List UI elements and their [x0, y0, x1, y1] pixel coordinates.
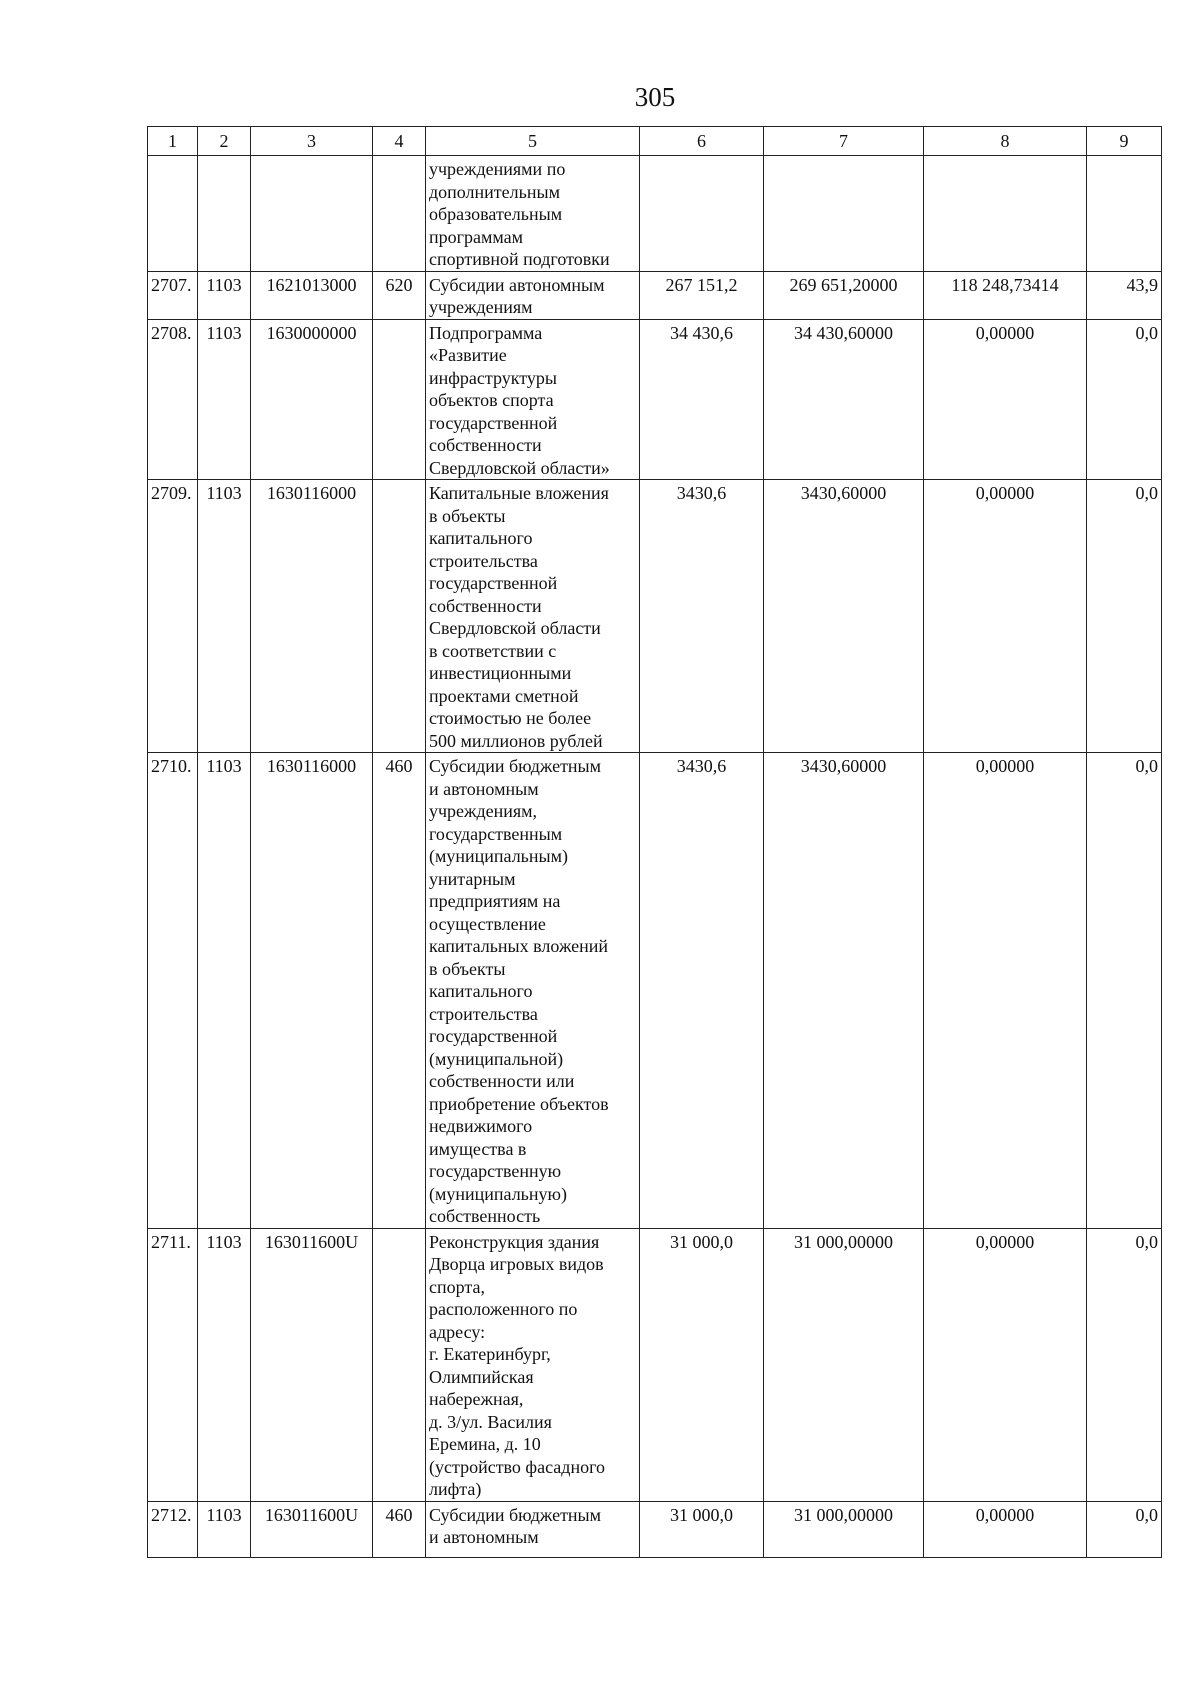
item-name-cell	[426, 156, 640, 272]
expense-type-cell	[373, 480, 426, 753]
row-number-cell: 2712.	[148, 1501, 198, 1557]
item-name-text: учреждениями по дополнительным образовательным программам спортивной подготовки	[429, 159, 610, 269]
table-row	[148, 753, 1162, 1229]
column-9-value-cell: 0,0	[1087, 1228, 1162, 1501]
expense-type-cell	[373, 319, 426, 480]
column-header-1: 1	[148, 127, 198, 156]
column-header-3: 3	[251, 127, 373, 156]
column-9-value-cell: 43,9	[1087, 271, 1162, 319]
row-number-cell: 2709.	[148, 480, 198, 753]
column-6-value-cell: 3430,6	[640, 480, 764, 753]
table-row	[148, 156, 1162, 272]
column-header-7: 7	[764, 127, 924, 156]
expense-type-cell: 460	[373, 1501, 426, 1557]
column-7-value-cell: 34 430,60000	[764, 319, 924, 480]
item-name-cell	[426, 753, 640, 1229]
item-name-cell	[426, 1228, 640, 1501]
column-6-value-cell: 3430,6	[640, 753, 764, 1229]
column-8-value-cell: 0,00000	[924, 1228, 1087, 1501]
item-name-text: Капитальные вложения в объекты капитального строительства государственной собственности Свердловской области в соответствии с инвестиционными проектами сметной стоимостью не более 500 миллионов рублей	[429, 483, 609, 751]
section-code-cell: 1103	[198, 1501, 251, 1557]
item-name-text: Субсидии бюджетным и автономным учреждениям, государственным (муниципальным) унитарным предприятиям на осуществление капитальных вложений в объекты капитального строительства государственной (муниципальной) собственности или приобретение объектов недвижимого имущества в государственную (муниципальную) собственность	[429, 756, 609, 1226]
item-name-text: Реконструкция здания Дворца игровых видов спорта, расположенного по адресу: г. Екатеринбург, Олимпийская набережная, д. 3/ул. Василия Еремина, д. 10 (устройство фасадного лифта)	[429, 1231, 606, 1499]
column-7-value-cell: 31 000,00000	[764, 1228, 924, 1501]
column-8-value-cell: 0,00000	[924, 480, 1087, 753]
column-6-value-cell: 31 000,0	[640, 1228, 764, 1501]
table-row	[148, 271, 1162, 319]
section-code-cell: 1103	[198, 319, 251, 480]
column-9-value-cell: 0,0	[1087, 1501, 1162, 1557]
table-row	[148, 319, 1162, 480]
row-number-cell: 2708.	[148, 319, 198, 480]
column-6-value-cell: 267 151,2	[640, 271, 764, 319]
column-8-value-cell	[924, 156, 1087, 272]
section-code-cell	[198, 156, 251, 272]
section-code-cell: 1103	[198, 753, 251, 1229]
column-6-value-cell: 34 430,6	[640, 319, 764, 480]
item-name-cell	[426, 271, 640, 319]
column-8-value-cell: 0,00000	[924, 319, 1087, 480]
target-article-cell: 163011600U	[251, 1228, 373, 1501]
budget-table	[147, 126, 1162, 1558]
table-body	[148, 127, 1162, 1558]
expense-type-cell	[373, 1228, 426, 1501]
item-name-cell	[426, 319, 640, 480]
column-7-value-cell: 269 651,20000	[764, 271, 924, 319]
target-article-cell: 1621013000	[251, 271, 373, 319]
section-code-cell: 1103	[198, 480, 251, 753]
table-row	[148, 1501, 1162, 1557]
section-code-cell: 1103	[198, 271, 251, 319]
target-article-cell: 1630116000	[251, 753, 373, 1229]
column-9-value-cell: 0,0	[1087, 480, 1162, 753]
column-8-value-cell: 118 248,73414	[924, 271, 1087, 319]
column-header-5: 5	[426, 127, 640, 156]
table-row	[148, 480, 1162, 753]
column-8-value-cell: 0,00000	[924, 1501, 1087, 1557]
row-number-cell: 2711.	[148, 1228, 198, 1501]
column-header-2: 2	[198, 127, 251, 156]
column-6-value-cell: 31 000,0	[640, 1501, 764, 1557]
column-9-value-cell: 0,0	[1087, 319, 1162, 480]
item-name-cell	[426, 480, 640, 753]
column-7-value-cell: 3430,60000	[764, 480, 924, 753]
page-number: 305	[634, 82, 676, 112]
column-header-4: 4	[373, 127, 426, 156]
column-header-row	[148, 127, 1162, 156]
target-article-cell: 163011600U	[251, 1501, 373, 1557]
target-article-cell: 1630116000	[251, 480, 373, 753]
column-7-value-cell: 31 000,00000	[764, 1501, 924, 1557]
expense-type-cell: 460	[373, 753, 426, 1229]
item-name-text: Субсидии бюджетным и автономным	[429, 1504, 602, 1547]
item-name-text: Подпрограмма «Развитие инфраструктуры объектов спорта государственной собственности Свердловской области»	[429, 322, 610, 478]
expense-type-cell: 620	[373, 271, 426, 319]
column-7-value-cell: 3430,60000	[764, 753, 924, 1229]
column-header-6: 6	[640, 127, 764, 156]
target-article-cell: 1630000000	[251, 319, 373, 480]
item-name-text: Субсидии автономным учреждениям	[429, 274, 605, 317]
column-8-value-cell: 0,00000	[924, 753, 1087, 1229]
section-code-cell: 1103	[198, 1228, 251, 1501]
column-header-9: 9	[1087, 127, 1162, 156]
row-number-cell	[148, 156, 198, 272]
column-7-value-cell	[764, 156, 924, 272]
expense-type-cell	[373, 156, 426, 272]
row-number-cell: 2707.	[148, 271, 198, 319]
table-row	[148, 1228, 1162, 1501]
column-9-value-cell	[1087, 156, 1162, 272]
row-number-cell: 2710.	[148, 753, 198, 1229]
column-9-value-cell: 0,0	[1087, 753, 1162, 1229]
item-name-cell	[426, 1501, 640, 1557]
column-6-value-cell	[640, 156, 764, 272]
column-header-8: 8	[924, 127, 1087, 156]
target-article-cell	[251, 156, 373, 272]
